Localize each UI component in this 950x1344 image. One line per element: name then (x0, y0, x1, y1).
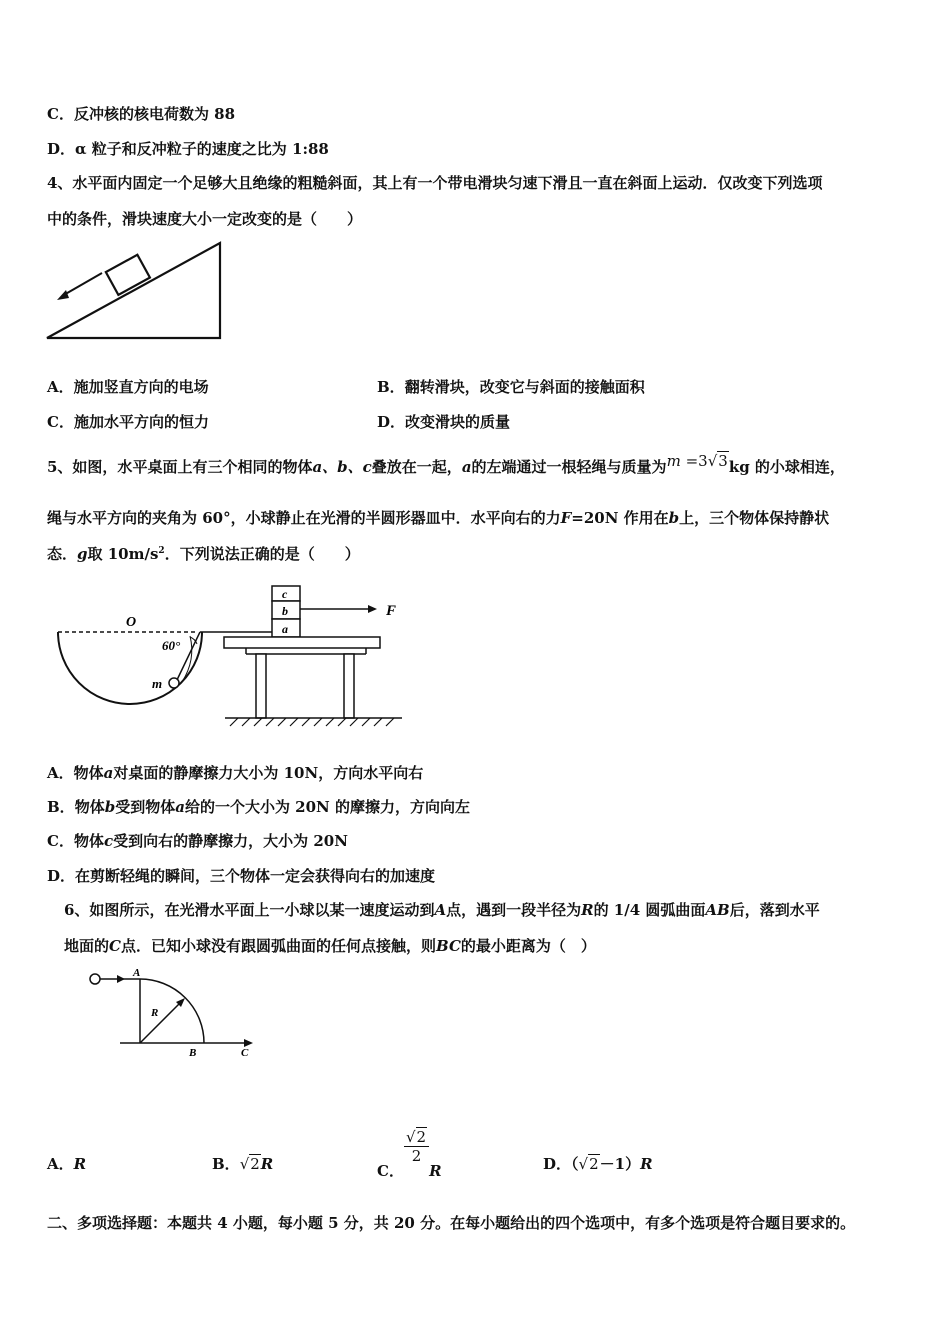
paren-open: （ (571, 1155, 579, 1173)
text-run: 物体 (74, 798, 105, 816)
var-R: R (260, 1155, 274, 1173)
label-R: R (151, 1007, 159, 1019)
minus-close: －1） (599, 1155, 641, 1173)
text-run: 绳与水平方向的夹角为 60°，小球静止在光滑的半圆形器皿中．水平向右的力 (47, 509, 561, 527)
label-block-b: b (282, 604, 288, 618)
sqrt-sign: √ (405, 1128, 416, 1146)
q6-stem-line1 (64, 899, 820, 920)
sqrt-sign: √ (707, 452, 718, 470)
var-A: A (434, 901, 447, 919)
small-ball (90, 974, 100, 984)
text-run: 的左端通过一根轻绳与质量为 (471, 458, 667, 476)
text-run: kg 的小球相连， (728, 458, 845, 476)
velocity-arrow-shaft (62, 273, 102, 296)
sqrt-value: 2 (589, 1155, 599, 1173)
sqrt-value: 2 (416, 1128, 427, 1146)
table-leg-left (256, 654, 266, 718)
section2-header: 二、多项选择题：本题共 4 小题，每小题 5 分，共 20 分。在每小题给出的四个选项中，有多个选项是符合题目要求的。 (47, 1214, 856, 1232)
text-run: 的 1/4 圆弧曲面 (593, 901, 706, 919)
option-label: D． (47, 867, 76, 885)
option-text: 施加水平方向的恒力 (73, 413, 209, 431)
q5-option-c (47, 830, 348, 851)
mass-formula (667, 452, 729, 470)
label-block-c: c (282, 587, 288, 601)
fraction-num (404, 1128, 429, 1147)
option-label: B． (47, 798, 75, 816)
q4-option-a (47, 376, 209, 397)
approach-arrow-head (117, 975, 125, 983)
text-run: ．下列说法正确的是（ ） (164, 545, 360, 563)
option-text: 施加竖直方向的电场 (73, 378, 209, 396)
exponent: 2 (158, 546, 165, 556)
label-C: C (241, 1047, 249, 1059)
q6-option-d (543, 1153, 653, 1174)
option-text: 翻转滑块，改变它与斜面的接触面积 (404, 378, 645, 396)
var-b: b (668, 509, 680, 527)
q6-option-b (212, 1153, 273, 1174)
option-label: B． (212, 1155, 240, 1173)
text-run: 受到向右的静摩擦力，大小为 20N (113, 832, 348, 850)
option-label: A． (47, 378, 74, 396)
formula-eq: =3 (685, 452, 708, 470)
quarter-arc-diagram (85, 965, 260, 1065)
text-run: 上，三个物体保持静状 (679, 509, 830, 527)
text-run: 物体 (73, 832, 104, 850)
option-text: 在剪断轻绳的瞬间，三个物体一定会获得向右的加速度 (75, 867, 436, 885)
option-text: 反冲核的核电荷数为 88 (73, 105, 236, 123)
incline-diagram (40, 240, 230, 345)
q6-option-c (377, 1128, 442, 1180)
text-run: 叠放在一起， (371, 458, 462, 476)
sqrt-value: 2 (250, 1155, 260, 1173)
option-label: A． (47, 764, 74, 782)
force-arrow-head (368, 605, 377, 613)
radius-arrow (140, 1002, 181, 1043)
q5-option-d (47, 865, 435, 886)
var-c: c (103, 832, 114, 850)
q3-option-d (47, 138, 329, 159)
q4-option-d (377, 411, 510, 432)
q5-option-a (47, 762, 423, 783)
var-BC: BC (435, 937, 461, 955)
ball (169, 678, 179, 688)
text-run: 点．已知小球没有跟圆弧曲面的任何点接触，则 (120, 937, 436, 955)
sqrt-sign: √ (578, 1155, 589, 1173)
option-text: 改变滑块的质量 (405, 413, 511, 431)
text-run: 物体 (73, 764, 104, 782)
q4-stem-line1: 4、水平面内固定一个足够大且绝缘的粗糙斜面，其上有一个带电滑块匀速下滑且一直在斜面上运动．仅改变下列选项 (47, 174, 823, 192)
var-F: F (560, 509, 572, 527)
sqrt-value: 3 (718, 452, 728, 470)
option-label: C． (377, 1161, 404, 1180)
ground-arrow-head (244, 1039, 253, 1047)
option-text: α 粒子和反冲粒子的速度之比为 1:88 (75, 140, 329, 158)
q3-option-c (47, 103, 235, 124)
option-label: D． (377, 413, 406, 431)
table-top (224, 637, 380, 648)
var-R: R (640, 1155, 653, 1173)
q5-option-b (47, 796, 470, 817)
text-run: 地面的 (64, 937, 110, 955)
q5-stem-line3 (47, 543, 360, 564)
label-A: A (133, 967, 141, 979)
option-label: D． (47, 140, 76, 158)
fraction (404, 1128, 429, 1165)
option-label: C． (47, 413, 74, 431)
var-m: m (666, 452, 681, 470)
var-R: R (73, 1155, 87, 1173)
text-run: 的最小距离为（ ） (460, 937, 596, 955)
bowl-outline (58, 632, 202, 704)
slider-block (106, 255, 150, 295)
var-a: a (103, 764, 114, 782)
sqrt-sign: √ (239, 1155, 250, 1173)
velocity-arrow-head (57, 290, 69, 300)
var-R: R (581, 901, 594, 919)
label-block-a: a (282, 622, 288, 636)
text-run: 点，遇到一段半径为 (446, 901, 582, 919)
text-run: 6、如图所示，在光滑水平面上一小球以某一速度运动到 (64, 901, 435, 919)
q6-option-a (47, 1153, 86, 1174)
q5-stem-line2 (47, 507, 829, 528)
q5-stem-line1 (47, 452, 845, 477)
fraction-den: 2 (411, 1147, 422, 1165)
label-angle: 60° (162, 638, 181, 653)
label-F: F (386, 603, 397, 619)
q6-stem-line2 (64, 935, 596, 956)
text-run: 受到物体 (115, 798, 176, 816)
var-abc: a、b、c (312, 458, 372, 476)
var-a: a (175, 798, 185, 816)
text-run: 5、如图，水平桌面上有三个相同的物体 (47, 458, 313, 476)
label-B: B (189, 1047, 197, 1059)
text-run: 对桌面的静摩擦力大小为 10N，方向水平向右 (113, 764, 424, 782)
option-label: C． (47, 832, 74, 850)
var-b: b (104, 798, 116, 816)
text-run: 给的一个大小为 20N 的摩擦力，方向向左 (184, 798, 470, 816)
option-label: D． (543, 1155, 572, 1173)
label-O: O (126, 615, 137, 630)
option-label: A． (47, 1155, 74, 1173)
var-g: g (77, 545, 88, 563)
var-AB: AB (705, 901, 730, 919)
option-label: B． (377, 378, 405, 396)
var-C: C (109, 937, 121, 955)
ground-hatching (230, 718, 394, 726)
var-R: R (429, 1161, 442, 1180)
text-run: 后，落到水平 (729, 901, 820, 919)
table-leg-right (344, 654, 354, 718)
var-a: a (461, 458, 472, 476)
text-run: 取 10m/s (87, 545, 159, 563)
text-run: =20N 作用在 (571, 509, 669, 527)
option-label: C． (47, 105, 74, 123)
q4-stem-line2: 中的条件，滑块速度大小一定改变的是（ ） (47, 210, 363, 228)
q4-option-c (47, 411, 209, 432)
text-run: 态． (47, 545, 78, 563)
bowl-table-diagram (50, 580, 410, 735)
q4-option-b (377, 376, 645, 397)
label-m: m (152, 676, 163, 691)
